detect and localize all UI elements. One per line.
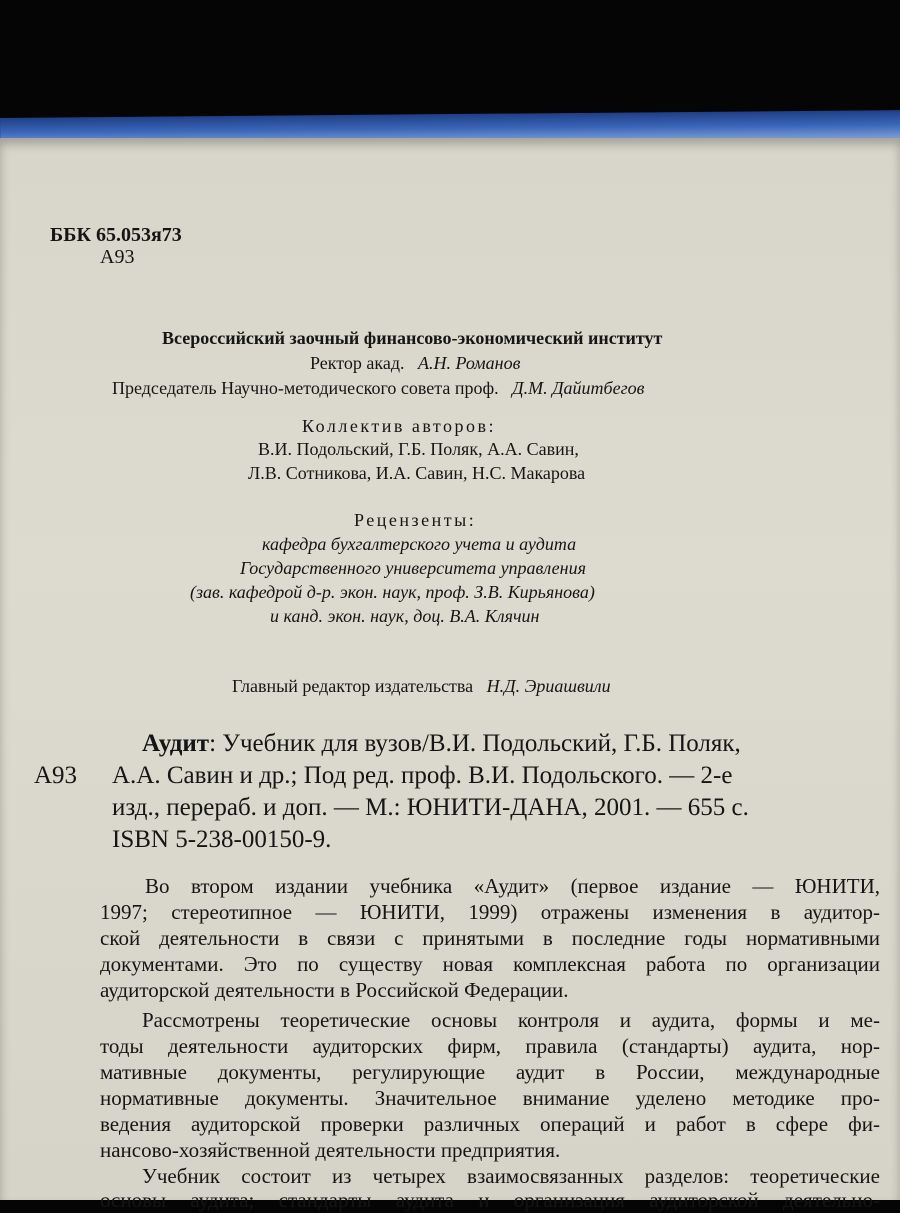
reviewers-heading: Рецензенты: xyxy=(354,510,477,530)
authors-heading: Коллектив авторов: xyxy=(302,416,497,436)
biblio-line-1 xyxy=(142,730,741,758)
editor-line xyxy=(232,676,611,697)
abstract-p1-line-2: 1997; стереотипное — ЮНИТИ, 1999) отражены изменения в аудитор- xyxy=(100,900,880,924)
abstract-p2-line-2: тоды деятельности аудиторских фирм, правила (стандарты) аудита, нор- xyxy=(100,1034,880,1058)
chairman-line xyxy=(112,378,644,399)
biblio-line-1-rest: : Учебник для вузов/В.И. Подольский, Г.Б. Поляк, xyxy=(209,730,741,757)
abstract-p3-line-2: основы аудита; стандарты аудита и организация аудиторской деятельно- xyxy=(100,1188,880,1212)
abstract-p2-line-4: нормативные документы. Значительное внимание уделено методике про- xyxy=(100,1086,880,1110)
chairman-name: Д.М. Дайитбегов xyxy=(512,378,645,398)
reviewers-line-4: и канд. экон. наук, доц. В.А. Клячин xyxy=(270,606,540,626)
abstract-p2-line-5: ведения аудиторской проверки различных операций и работ в сфере фи- xyxy=(100,1112,880,1136)
book-page xyxy=(0,138,900,1212)
rector-name: А.Н. Романов xyxy=(418,353,521,373)
bbk-code: ББК 65.053я73 xyxy=(50,224,182,246)
book-title: Аудит xyxy=(142,730,210,757)
abstract-p1-line-4: документами. Это по существу новая комплексная работа по организации xyxy=(100,952,880,976)
reviewers-line-3: (зав. кафедрой д-р. экон. наук, проф. З.В. Кирьянова) xyxy=(190,582,595,602)
editor-name: Н.Д. Эриашвили xyxy=(486,676,611,696)
rector-label: Ректор акад. xyxy=(310,353,405,373)
institute-name: Всероссийский заочный финансово-экономический институт xyxy=(162,328,663,348)
authors-line-1: В.И. Подольский, Г.Б. Поляк, А.А. Савин, xyxy=(258,439,579,459)
editor-label: Главный редактор издательства xyxy=(232,676,474,696)
abstract-p2-line-6: нансово-хозяйственной деятельности предприятия. xyxy=(100,1138,561,1162)
biblio-line-3: изд., перераб. и доп. — М.: ЮНИТИ-ДАНА, 2001. — 655 с. xyxy=(112,794,749,821)
bbk-index: А93 xyxy=(100,246,135,268)
reviewers-line-1: кафедра бухгалтерского учета и аудита xyxy=(262,534,577,554)
abstract-p1-line-1: Во втором издании учебника «Аудит» (первое издание — ЮНИТИ, xyxy=(145,874,880,898)
biblio-line-2: А.А. Савин и др.; Под ред. проф. В.И. Подольского. — 2-е xyxy=(112,762,733,789)
rector-line xyxy=(310,353,520,374)
abstract-p2-line-3: мативные документы, регулирующие аудит в России, международные xyxy=(100,1060,880,1084)
abstract-p3-line-1: Учебник состоит из четырех взаимосвязанных разделов: теоретические xyxy=(142,1164,880,1188)
abstract-p2-line-1: Рассмотрены теоретические основы контроля и аудита, формы и ме- xyxy=(142,1008,880,1032)
authors-line-2: Л.В. Сотникова, И.А. Савин, Н.С. Макарова xyxy=(248,463,586,483)
abstract-p1-line-5: аудиторской деятельности в Российской Федерации. xyxy=(100,978,569,1002)
biblio-isbn: ISBN 5-238-00150-9. xyxy=(112,826,332,853)
abstract-p1-line-3: ской деятельности в связи с принятыми в последние годы нормативными xyxy=(100,926,880,950)
biblio-index: А93 xyxy=(34,762,78,789)
reviewers-line-2: Государственного университета управления xyxy=(240,558,586,578)
chairman-label: Председатель Научно-методического совета проф. xyxy=(112,378,499,398)
